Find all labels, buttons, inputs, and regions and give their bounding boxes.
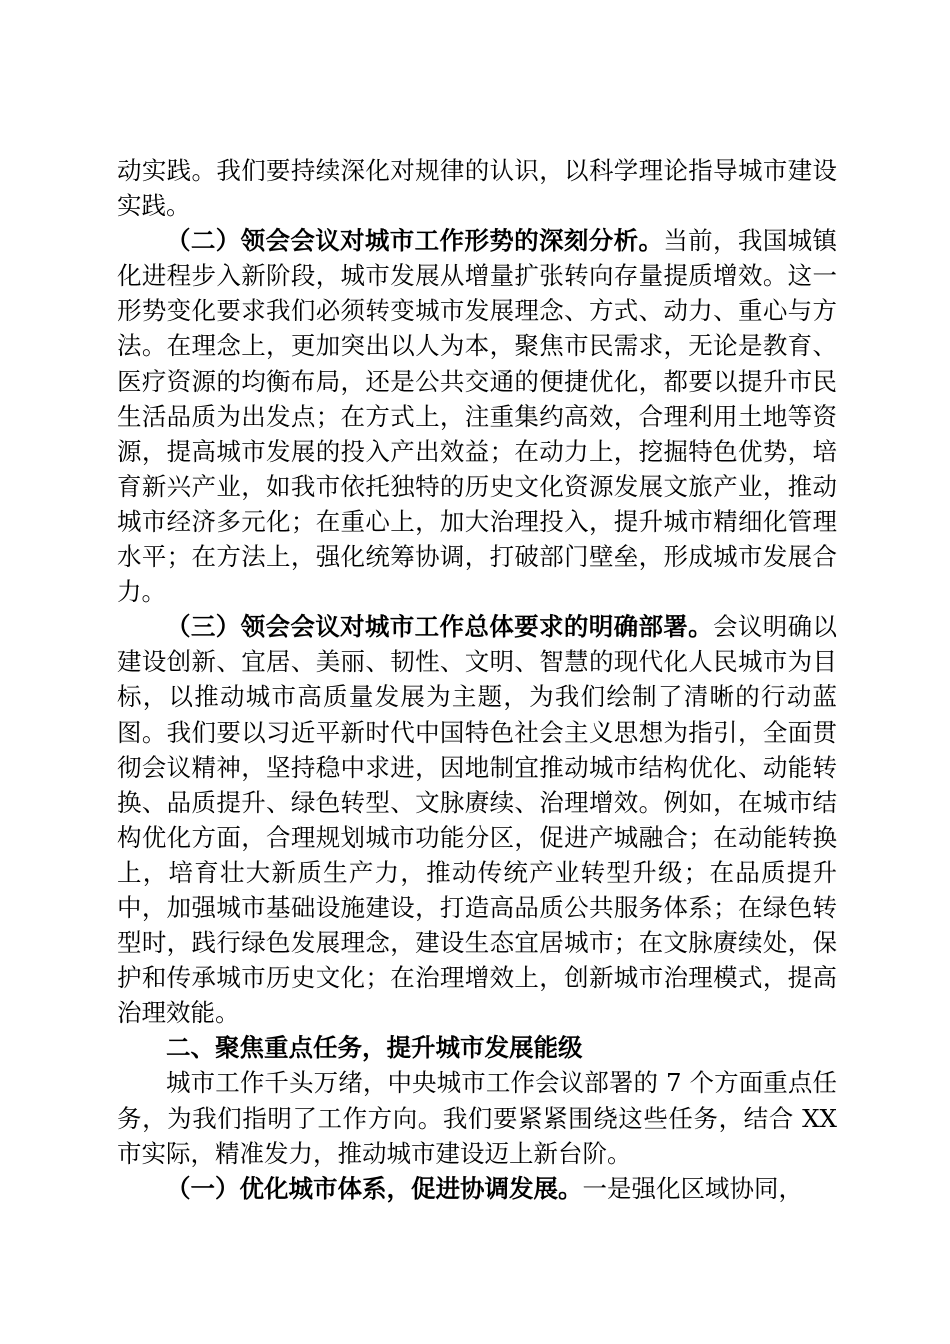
- paragraph-overall-requirements: [117, 609, 837, 1030]
- paragraph-optimize-city-system: [117, 1171, 837, 1206]
- paragraph-lead: （三）领会会议对城市工作总体要求的明确部署。: [166, 612, 714, 642]
- paragraph-text: 动实践。我们要持续深化对规律的认识，以科学理论指导城市建设实践。: [117, 156, 837, 221]
- paragraph-text: 一是强化区域协同，: [582, 1173, 803, 1203]
- paragraph-key-tasks-intro: [117, 1065, 837, 1170]
- paragraph-text: 城市工作千头万绪，中央城市工作会议部署的 7 个方面重点任务，为我们指明了工作方向。我们要紧紧围绕这些任务，结合 XX 市实际，精准发力，推动城市建设迈上新台阶。: [117, 1068, 837, 1168]
- document-body: [117, 153, 837, 1206]
- paragraph-lead: （一）优化城市体系，促进协调发展。: [166, 1173, 583, 1203]
- paragraph-text: 会议明确以建设创新、宜居、美丽、韧性、文明、智慧的现代化人民城市为目标，以推动城市高质量发展为主题，为我们绘制了清晰的行动蓝图。我们要以习近平新时代中国特色社会主义思想为指引，全面贯彻会议精神，坚持稳中求进，因地制宜推动城市结构优化、动能转换、品质提升、绿色转型、文脉赓续、治理增效。例如，在城市结构优化方面，合理规划城市功能分区，促进产城融合；在动能转换上，培育壮大新质生产力，推动传统产业转型升级；在品质提升中，加强城市基础设施建设，打造高品质公共服务体系；在绿色转型时，践行绿色发展理念，建设生态宜居城市；在文脉赓续处，保护和传承城市历史文化；在治理增效上，创新城市治理模式，提高治理效能。: [117, 612, 838, 1028]
- paragraph-situation-analysis: [117, 223, 837, 609]
- section-heading: 二、聚焦重点任务，提升城市发展能级: [166, 1033, 583, 1063]
- paragraph-lead: （二）领会会议对城市工作形势的深刻分析。: [166, 226, 664, 256]
- paragraph-continuation: [117, 153, 837, 223]
- paragraph-text: 当前，我国城镇化进程步入新阶段，城市发展从增量扩张转向存量提质增效。这一形势变化要求我们必须转变城市发展理念、方式、动力、重心与方法。在理念上，更加突出以人为本，聚焦市民需求，无论是教育、医疗资源的均衡布局，还是公共交通的便捷优化，都要以提升市民生活品质为出发点；在方式上，注重集约高效，合理利用土地等资源，提高城市发展的投入产出效益；在动力上，挖掘特色优势，培育新兴产业，如我市依托独特的历史文化资源发展文旅产业，推动城市经济多元化；在重心上，加大治理投入，提升城市精细化管理水平；在方法上，强化统筹协调，打破部门壁垒，形成城市发展合力。: [117, 226, 838, 607]
